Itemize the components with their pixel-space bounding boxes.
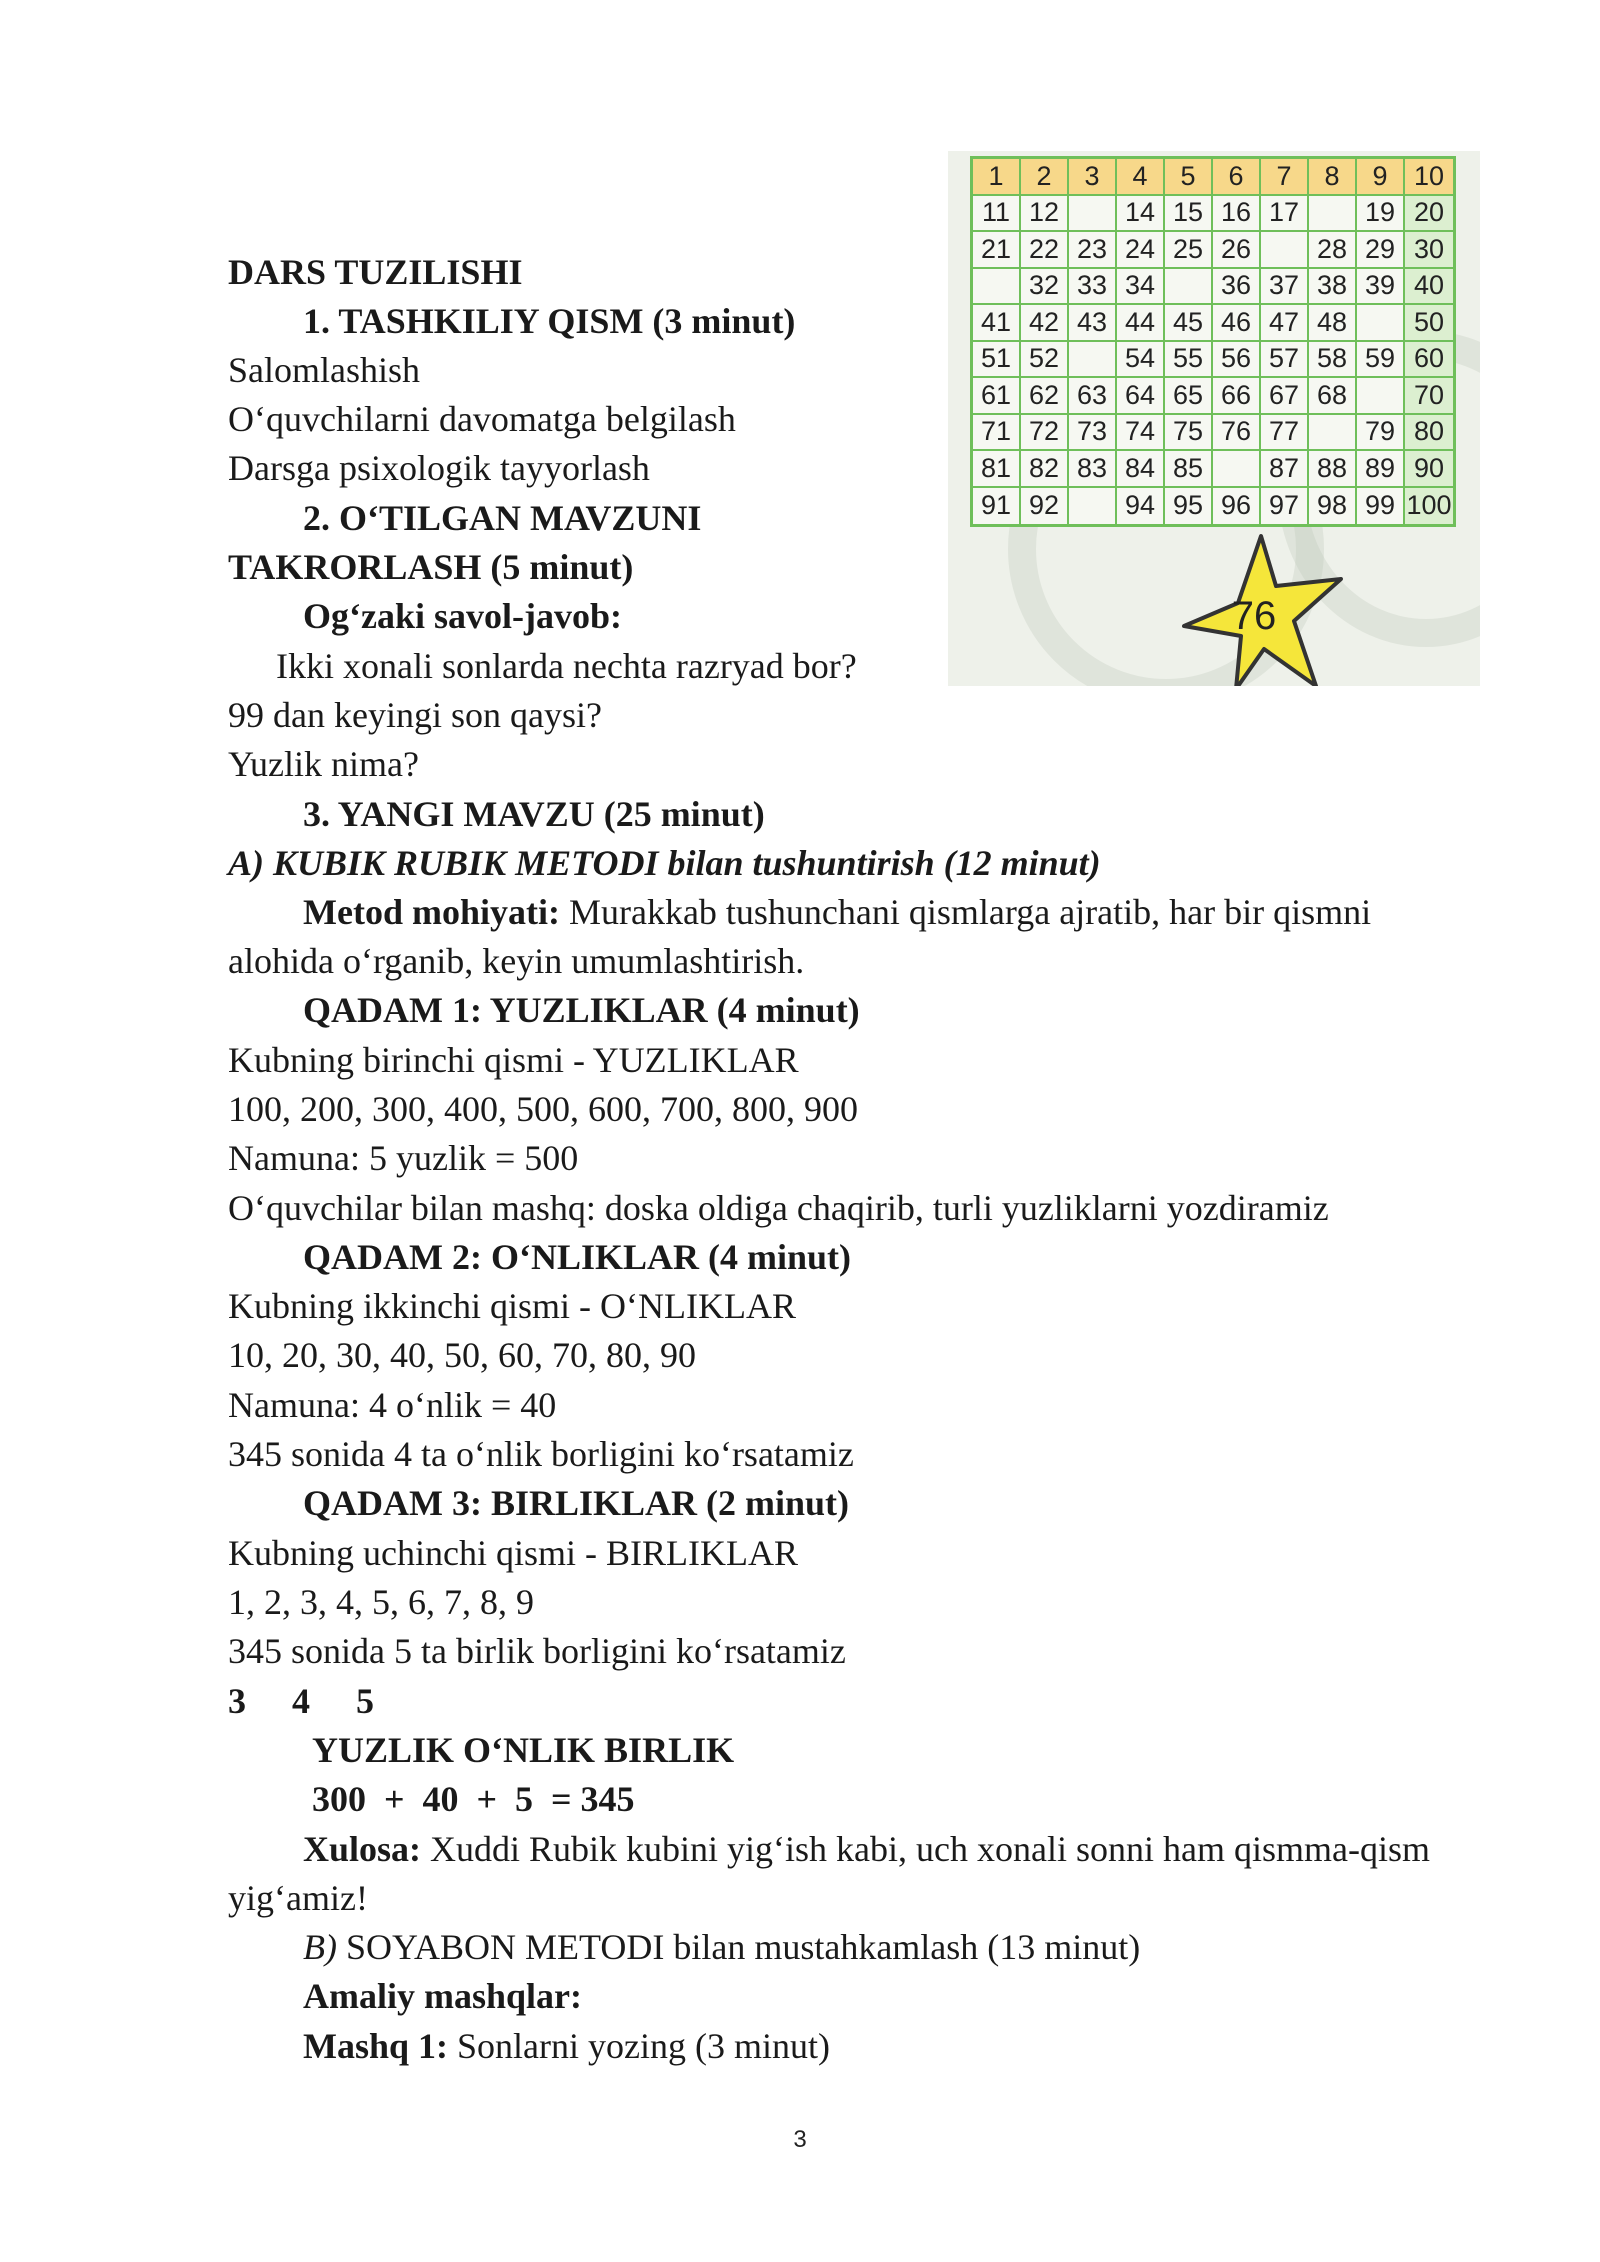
step-1-line: Kubning birinchi qismi - YUZLIKLAR — [228, 1040, 799, 1080]
chart-cell: 47 — [1261, 305, 1309, 342]
chart-cell: 64 — [1117, 378, 1165, 415]
chart-cell: 91 — [973, 488, 1021, 525]
chart-cell — [1261, 232, 1309, 269]
chart-cell: 41 — [973, 305, 1021, 342]
chart-cell: 12 — [1021, 196, 1069, 233]
practice-heading: Amaliy mashqlar: — [303, 1976, 582, 2016]
chart-cell: 2 — [1021, 159, 1069, 196]
chart-cell: 32 — [1021, 269, 1069, 306]
chart-cell: 63 — [1069, 378, 1117, 415]
chart-cell: 51 — [973, 342, 1021, 379]
chart-cell: 50 — [1405, 305, 1453, 342]
chart-cell: 25 — [1165, 232, 1213, 269]
chart-cell: 56 — [1213, 342, 1261, 379]
chart-cell: 9 — [1357, 159, 1405, 196]
chart-cell: 44 — [1117, 305, 1165, 342]
conclusion-text-cont: yig‘amiz! — [228, 1878, 368, 1918]
chart-cell: 90 — [1405, 451, 1453, 488]
chart-cell: 70 — [1405, 378, 1453, 415]
page-number: 3 — [793, 2126, 807, 2153]
step-1-line: 100, 200, 300, 400, 500, 600, 700, 800, 900 — [228, 1089, 858, 1129]
chart-cell — [1309, 415, 1357, 452]
question: Yuzlik nima? — [228, 744, 419, 784]
section-2-heading: 2. O‘TILGAN MAVZUNI — [303, 498, 702, 538]
section-1-item: Darsga psixologik tayyorlash — [228, 448, 650, 488]
step-3-heading: QADAM 3: BIRLIKLAR (2 minut) — [303, 1483, 850, 1523]
step-1-heading: QADAM 1: YUZLIKLAR (4 minut) — [303, 990, 860, 1030]
question: Ikki xonali sonlarda nechta razryad bor? — [276, 646, 857, 686]
chart-cell: 82 — [1021, 451, 1069, 488]
chart-cell — [1213, 451, 1261, 488]
chart-cell: 79 — [1357, 415, 1405, 452]
method-line — [303, 888, 1371, 937]
subsection-b-heading — [303, 1923, 1140, 1972]
chart-cell — [1069, 196, 1117, 233]
chart-cell: 43 — [1069, 305, 1117, 342]
chart-cell: 38 — [1309, 269, 1357, 306]
chart-cell: 59 — [1357, 342, 1405, 379]
step-3-line: Kubning uchinchi qismi - BIRLIKLAR — [228, 1533, 798, 1573]
chart-cell: 65 — [1165, 378, 1213, 415]
chart-cell: 83 — [1069, 451, 1117, 488]
chart-cell: 100 — [1405, 488, 1453, 525]
chart-cell: 15 — [1165, 196, 1213, 233]
step-2-line: 345 sonida 4 ta o‘nlik borligini ko‘rsatamiz — [228, 1434, 854, 1474]
chart-cell: 98 — [1309, 488, 1357, 525]
star-number: 76 — [1231, 594, 1277, 638]
digit-units: 5 — [356, 1681, 374, 1721]
chart-cell: 26 — [1213, 232, 1261, 269]
subsection-b-title: SOYABON METODI bilan mustahkamlash (13 minut) — [336, 1927, 1141, 1967]
step-3-line: 345 sonida 5 ta birlik borligini ko‘rsatamiz — [228, 1631, 846, 1671]
section-1-item: O‘quvchilarni davomatga belgilash — [228, 399, 736, 439]
chart-cell: 66 — [1213, 378, 1261, 415]
chart-cell: 17 — [1261, 196, 1309, 233]
chart-cell: 89 — [1357, 451, 1405, 488]
section-1-item: Salomlashish — [228, 350, 421, 390]
step-1-line: O‘quvchilar bilan mashq: doska oldiga chaqirib, turli yuzliklarni yozdiramiz — [228, 1188, 1329, 1228]
chart-cell: 14 — [1117, 196, 1165, 233]
section-2-heading-cont: TAKRORLASH (5 minut) — [228, 547, 634, 587]
chart-cell: 11 — [973, 196, 1021, 233]
chart-cell: 92 — [1021, 488, 1069, 525]
chart-cell: 55 — [1165, 342, 1213, 379]
chart-cell: 3 — [1069, 159, 1117, 196]
exercise-line — [303, 2022, 830, 2071]
number-chart-image — [948, 151, 1480, 686]
chart-cell — [1069, 488, 1117, 525]
step-3-line: 1, 2, 3, 4, 5, 6, 7, 8, 9 — [228, 1582, 534, 1622]
chart-cell — [1165, 269, 1213, 306]
chart-cell: 97 — [1261, 488, 1309, 525]
chart-cell: 1 — [973, 159, 1021, 196]
place-value-names: YUZLIK O‘NLIK BIRLIK — [312, 1730, 735, 1770]
method-text: Murakkab tushunchani qismlarga ajratib, har bir qismni — [559, 892, 1372, 932]
chart-cell: 28 — [1309, 232, 1357, 269]
chart-cell: 61 — [973, 378, 1021, 415]
chart-cell: 33 — [1069, 269, 1117, 306]
chart-cell: 77 — [1261, 415, 1309, 452]
digit-hundreds: 3 — [228, 1681, 246, 1721]
page-title: DARS TUZILISHI — [228, 252, 523, 292]
method-label: Metod mohiyati: — [303, 892, 560, 932]
chart-cell: 22 — [1021, 232, 1069, 269]
chart-cell: 81 — [973, 451, 1021, 488]
chart-cell: 84 — [1117, 451, 1165, 488]
chart-cell: 10 — [1405, 159, 1453, 196]
chart-cell: 54 — [1117, 342, 1165, 379]
chart-cell: 4 — [1117, 159, 1165, 196]
chart-cell: 99 — [1357, 488, 1405, 525]
chart-cell: 73 — [1069, 415, 1117, 452]
step-1-line: Namuna: 5 yuzlik = 500 — [228, 1138, 579, 1178]
chart-cell: 37 — [1261, 269, 1309, 306]
hundred-chart-grid — [970, 156, 1456, 527]
expanded-sum: 300 + 40 + 5 = 345 — [312, 1779, 635, 1819]
chart-cell: 68 — [1309, 378, 1357, 415]
conclusion-line — [303, 1825, 1430, 1874]
digit-tens: 4 — [292, 1681, 310, 1721]
chart-cell: 87 — [1261, 451, 1309, 488]
chart-cell: 67 — [1261, 378, 1309, 415]
chart-cell: 85 — [1165, 451, 1213, 488]
chart-cell: 76 — [1213, 415, 1261, 452]
chart-cell: 29 — [1357, 232, 1405, 269]
chart-cell — [1357, 378, 1405, 415]
chart-cell: 96 — [1213, 488, 1261, 525]
chart-cell: 21 — [973, 232, 1021, 269]
chart-cell: 60 — [1405, 342, 1453, 379]
section-3-heading: 3. YANGI MAVZU (25 minut) — [303, 794, 765, 834]
chart-cell: 30 — [1405, 232, 1453, 269]
chart-cell: 71 — [973, 415, 1021, 452]
chart-cell: 88 — [1309, 451, 1357, 488]
conclusion-text: Xuddi Rubik kubini yig‘ish kabi, uch xonali sonni ham qismma-qism — [421, 1829, 1430, 1869]
exercise-text: Sonlarni yozing (3 minut) — [448, 2026, 830, 2066]
chart-cell: 39 — [1357, 269, 1405, 306]
chart-cell: 16 — [1213, 196, 1261, 233]
chart-cell — [1357, 305, 1405, 342]
chart-cell: 34 — [1117, 269, 1165, 306]
section-2-subheading: Og‘zaki savol-javob: — [303, 596, 622, 636]
step-2-heading: QADAM 2: O‘NLIKLAR (4 minut) — [303, 1237, 851, 1277]
chart-cell: 95 — [1165, 488, 1213, 525]
chart-cell: 19 — [1357, 196, 1405, 233]
step-2-line: Namuna: 4 o‘nlik = 40 — [228, 1385, 557, 1425]
chart-cell: 20 — [1405, 196, 1453, 233]
chart-cell: 58 — [1309, 342, 1357, 379]
chart-cell: 8 — [1309, 159, 1357, 196]
chart-cell: 45 — [1165, 305, 1213, 342]
chart-cell: 48 — [1309, 305, 1357, 342]
chart-cell — [1069, 342, 1117, 379]
subsection-b-letter: B) — [303, 1927, 337, 1967]
subsection-a-heading: A) KUBIK RUBIK METODI bilan tushuntirish (12 minut) — [228, 843, 1101, 883]
chart-cell: 94 — [1117, 488, 1165, 525]
method-text-cont: alohida o‘rganib, keyin umumlashtirish. — [228, 941, 805, 981]
chart-cell: 74 — [1117, 415, 1165, 452]
chart-cell: 52 — [1021, 342, 1069, 379]
chart-cell: 75 — [1165, 415, 1213, 452]
step-2-line: Kubning ikkinchi qismi - O‘NLIKLAR — [228, 1286, 796, 1326]
chart-cell — [1309, 196, 1357, 233]
chart-cell: 23 — [1069, 232, 1117, 269]
chart-cell: 6 — [1213, 159, 1261, 196]
exercise-label: Mashq 1: — [303, 2026, 449, 2066]
chart-cell: 5 — [1165, 159, 1213, 196]
chart-cell: 62 — [1021, 378, 1069, 415]
section-1-heading: 1. TASHKILIY QISM (3 minut) — [303, 301, 796, 341]
chart-cell: 40 — [1405, 269, 1453, 306]
chart-cell: 7 — [1261, 159, 1309, 196]
star-shape — [1176, 531, 1356, 686]
conclusion-label: Xulosa: — [303, 1829, 422, 1869]
question: 99 dan keyingi son qaysi? — [228, 695, 602, 735]
chart-cell: 46 — [1213, 305, 1261, 342]
chart-cell: 24 — [1117, 232, 1165, 269]
chart-cell: 36 — [1213, 269, 1261, 306]
step-2-line: 10, 20, 30, 40, 50, 60, 70, 80, 90 — [228, 1335, 696, 1375]
chart-cell: 57 — [1261, 342, 1309, 379]
chart-cell: 72 — [1021, 415, 1069, 452]
chart-cell: 80 — [1405, 415, 1453, 452]
chart-cell: 42 — [1021, 305, 1069, 342]
chart-cell — [973, 269, 1021, 306]
